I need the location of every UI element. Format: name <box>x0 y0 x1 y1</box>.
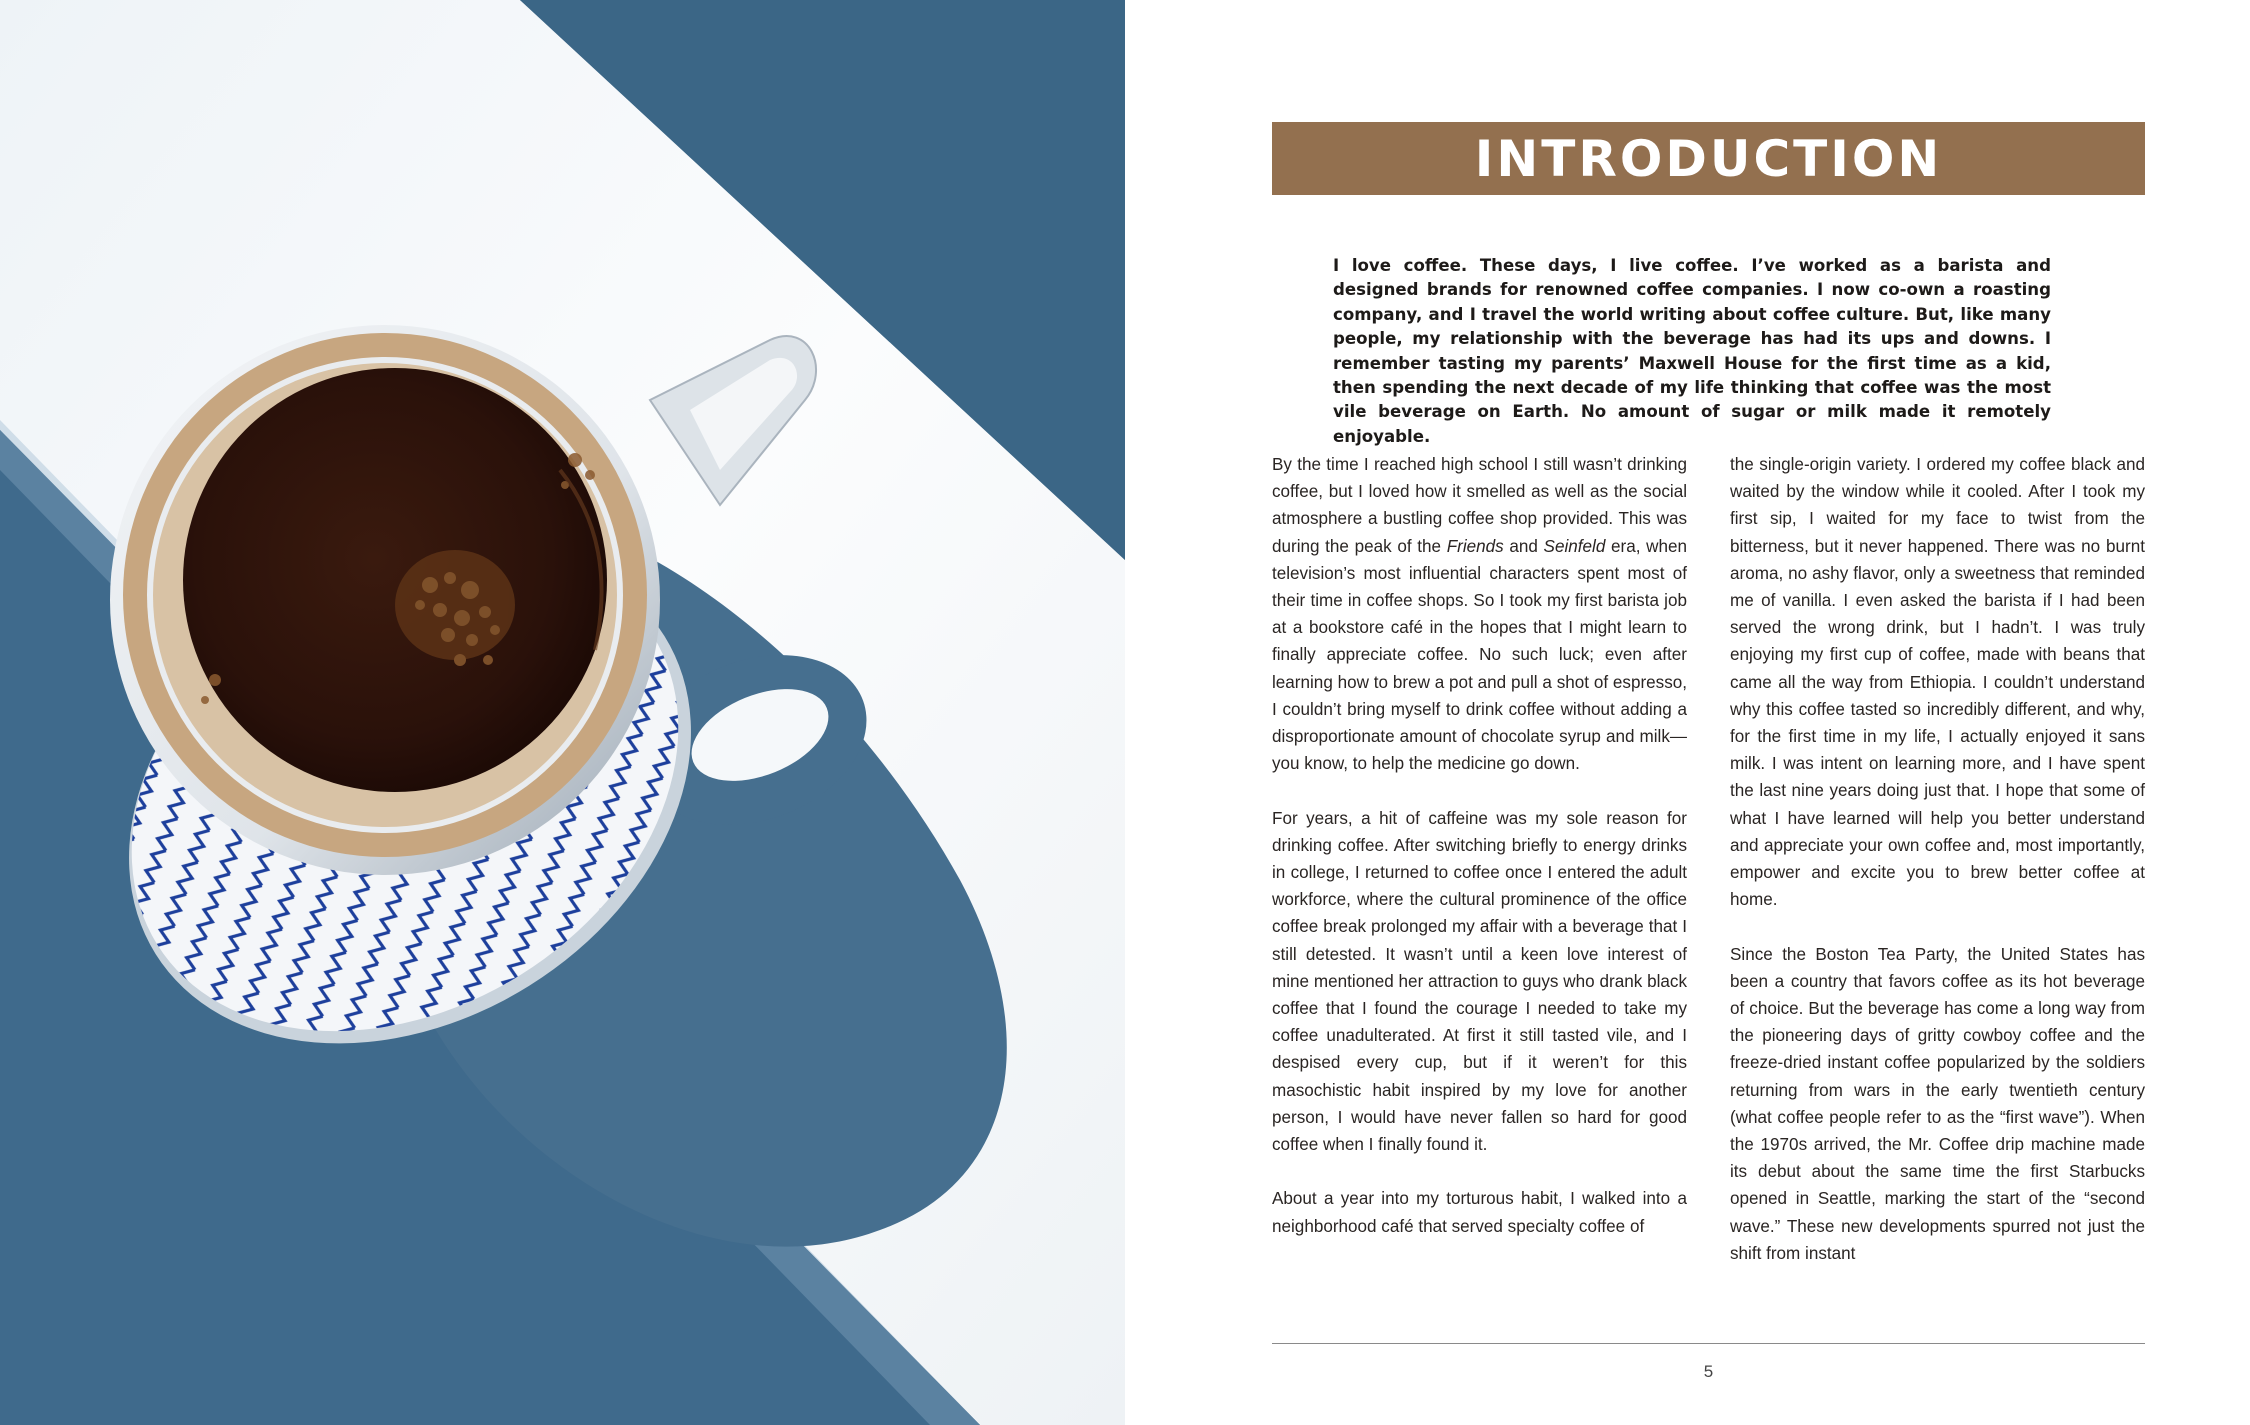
text-run: and <box>1503 536 1544 556</box>
italic-title-seinfeld: Seinfeld <box>1543 536 1606 556</box>
coffee-surface <box>183 368 607 792</box>
left-paragraph-2: For years, a hit of caffeine was my sole reason for drinking coffee. After switching briefly to energy drinks in college, I returned to coffee once I entered the adult workforce, where the cultural prominence of the office coffee break prolonged my affair with a beverage that I still detested. It wasn’t until a keen love interest of mine mentioned her attraction to guys who drank black coffee that I found the courage I needed to take my coffee unadulterated. At first it still tasted vile, and I despised every cup, but if it weren’t for this masochistic habit inspired by my love for another person, I would have never fallen so hard for good coffee when I finally found it. <box>1272 808 1687 1155</box>
right-paragraph-1: the single-origin variety. I ordered my coffee black and waited by the window while it cooled. After I took my first sip, I waited for my face to twist from the bitterness, but it never happened. There was no burnt aroma, no ashy flavor, only a sweetness that reminded me of vanilla. I even asked the barista if I had been served the wrong drink, but I hadn’t. I was truly enjoying my first cup of coffee, made with beans that came all the way from Ethiopia. I couldn’t understand why this coffee tasted so incredibly different, and why, for the first time in my life, I actually enjoyed it sans milk. I was intent on learning more, and I have spent the last nine years doing just that. I hope that some of what I have learned will help you better understand and appreciate your own coffee and, most importantly, empower and excite you to brew better coffee at home. <box>1730 455 2145 910</box>
lead-paragraph: I love coffee. These days, I live coffee. I’ve worked as a barista and designed brands for renowned coffee companies. I now co-own a roasting company, and I travel the world writing about coffee culture. But, like many people, my relationship with the beverage has had its ups and downs. I remember tasting my parents’ Maxwell House for the first time as a kid, then spending the next decade of my life thinking that coffee was the most vile beverage on Earth. No amount of sugar or milk made it remotely enjoyable. <box>1333 256 2051 446</box>
mug <box>110 325 660 875</box>
italic-title-friends: Friends <box>1446 536 1504 556</box>
title-banner <box>1272 122 2145 195</box>
text-run: era, when television’s most influential characters spent most of their time in coffee shops. So I took my first barista job at a bookstore café in the hopes that I might learn to finally appreciate coffee. No such luck; even after learning how to brew a pot and pull a shot of espresso, I couldn’t bring myself to drink coffee without adding a disproportionate amount of chocolate syrup and milk—you know, to help the medicine go down. <box>1272 536 1687 774</box>
footer-divider <box>1272 1343 2145 1344</box>
left-paragraph-1 <box>1272 451 1687 777</box>
page-title: INTRODUCTION <box>1474 129 1943 188</box>
right-paragraph-2: Since the Boston Tea Party, the United States has been a country that favors coffee as its hot beverage of choice. But the beverage has come a long way from the pioneering days of gritty cowboy coffee and the freeze-dried instant coffee popularized by the soldiers returning from wars in the early twentieth century (what coffee people refer to as the “first wave”). When the 1970s arrived, the Mr. Coffee drip machine made its debut about the same time the first Starbucks opened in Seattle, marking the start of the “second wave.” These new developments spurred not just the shift from instant <box>1730 944 2145 1263</box>
left-paragraph-3: About a year into my torturous habit, I walked into a neighborhood café that served specialty coffee of <box>1272 1189 1687 1236</box>
text-page <box>1125 0 2250 1425</box>
left-column <box>1272 451 1687 1267</box>
right-column <box>1730 451 2145 1294</box>
text-run: By the time I reached high school I still wasn’t drinking coffee, but I loved how it smelled as well as the social atmosphere a bustling coffee shop provided. This was during the peak of the <box>1272 455 1687 556</box>
page-number: 5 <box>1703 1362 1714 1381</box>
